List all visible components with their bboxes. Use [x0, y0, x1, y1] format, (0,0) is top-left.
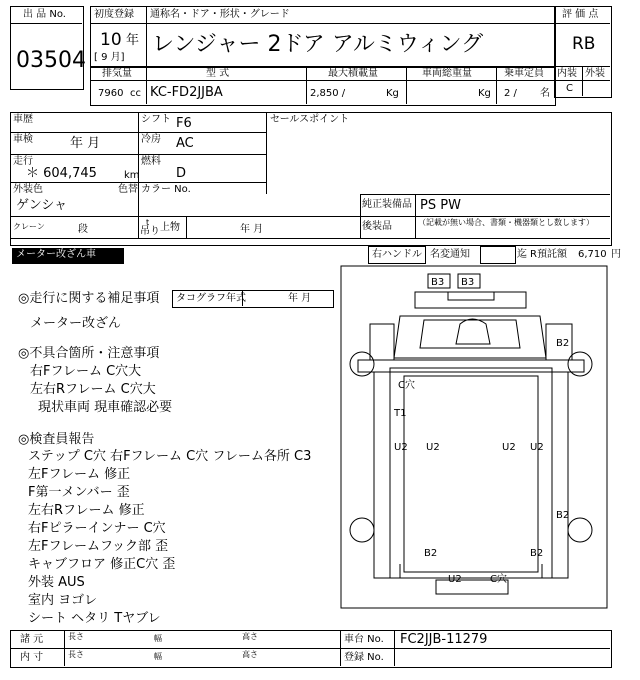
inspector-4: 左右Rフレーム 修正	[28, 503, 145, 518]
height-label-1: 高さ	[242, 632, 258, 641]
ac-label: 冷房	[141, 134, 161, 145]
interior-grade: C	[566, 83, 573, 94]
rating-label: 評 価 点	[562, 9, 599, 20]
model-label: 型 式	[206, 68, 230, 79]
inspector-8: 外装 AUS	[28, 575, 85, 590]
name-label: 通称名・ドア・形状・グレード	[150, 9, 290, 20]
label-u2-right-inner: U2	[502, 442, 516, 453]
load-value: 2,850 /	[310, 88, 346, 99]
ac-value: AC	[176, 136, 194, 151]
capacity-label: 乗車定員	[504, 68, 544, 79]
tamper-banner: メーター改ざん車	[12, 248, 124, 264]
recycle-label: R預託額	[530, 249, 567, 260]
lot-label: 出 品 No.	[23, 9, 66, 20]
defects-title: ◎不具合箇所・注意事項	[18, 346, 160, 361]
recycle-value: 6,710	[578, 249, 607, 260]
inspector-3: F第一メンバー 歪	[28, 485, 130, 500]
yen-unit: 円	[611, 249, 621, 260]
interior-label: 内装	[557, 68, 577, 79]
inspector-1: ステップ C穴 右Fフレーム C穴 フレーム各所 C3	[28, 449, 312, 464]
gvw-label: 車両総重量	[422, 68, 472, 79]
fuel-label: 燃料	[141, 156, 161, 167]
lot-number: 03504	[16, 48, 86, 73]
inspector-7: キャブフロア 修正C穴 歪	[28, 557, 176, 572]
capacity-value: 2 /	[504, 88, 517, 99]
label-u2-left-inner: U2	[426, 442, 440, 453]
aftermarket-label: 後装品	[362, 221, 392, 232]
label-c-hole-bumper: C穴	[490, 574, 507, 585]
load-label: 最大積載量	[328, 68, 378, 79]
inspection-label: 車検	[13, 134, 33, 145]
displacement-label: 排気量	[102, 68, 132, 79]
label-u2-bumper: U2	[448, 574, 462, 585]
year-unit: 年	[126, 33, 140, 48]
rating-value: RB	[572, 34, 596, 54]
wheel-rear-left	[350, 518, 374, 542]
exterior-label: 外装	[585, 68, 605, 79]
label-b2-rear-left: B2	[424, 548, 438, 559]
first-reg-month: [ 9 月]	[94, 52, 125, 63]
label-b3-1: B3	[431, 277, 445, 288]
tacho-value: 年 月	[288, 293, 312, 304]
color-label: 外装色	[13, 184, 43, 195]
label-b2-rear-right: B2	[556, 510, 570, 521]
auction-sheet	[10, 6, 621, 666]
gvw-kg-unit: Kg	[478, 88, 491, 99]
dim-label: 内 寸	[20, 652, 44, 663]
height-label-2: 高さ	[242, 650, 258, 659]
defect-3: 現状車両 現車確認必要	[38, 400, 173, 415]
name-change-box	[480, 246, 516, 264]
inspector-6: 左Fフレームフック部 歪	[28, 539, 169, 554]
wheel-rear-right	[568, 518, 592, 542]
driving-title: ◎走行に関する補足事項	[18, 291, 160, 306]
crane-dan: 段	[78, 224, 88, 235]
width-label-2: 幅	[154, 652, 162, 661]
width-label-1: 幅	[154, 634, 162, 643]
right-hand-label: 右ハンドル	[372, 249, 422, 260]
equipment-value: PS PW	[420, 198, 461, 213]
reg-label: 登録 No.	[344, 652, 384, 663]
first-reg-label: 初度登録	[94, 9, 134, 20]
crane-t: t	[146, 218, 150, 227]
spec-label: 諸 元	[20, 634, 44, 645]
body-label: 上物	[160, 222, 180, 233]
diagram-frame	[341, 266, 607, 608]
fuel-value: D	[176, 166, 187, 181]
crane-label: クレーン	[13, 222, 45, 231]
chassis-value: FC2JJB-11279	[400, 632, 488, 647]
shift-label: シフト	[141, 114, 171, 125]
first-reg-year: 10	[100, 30, 122, 50]
defect-2: 左右Rフレーム C穴大	[30, 382, 156, 397]
label-b2-rear-center: B2	[530, 548, 544, 559]
label-b2-front: B2	[556, 338, 570, 349]
length-label-2: 長さ	[68, 650, 84, 659]
load-kg-unit: Kg	[386, 88, 399, 99]
mileage-label: 走行	[13, 156, 33, 167]
inspector-2: 左Fフレーム 修正	[28, 467, 131, 482]
name-change-label: 名変通知	[430, 249, 470, 260]
label-u2-right-outer: U2	[530, 442, 544, 453]
length-label-1: 長さ	[68, 632, 84, 641]
color-change-label: 色替	[118, 184, 138, 195]
color-value: ゲンシャ	[16, 198, 68, 213]
driving-note: メーター改ざん	[30, 316, 122, 331]
cc-unit: cc	[130, 88, 141, 99]
tacho-label: タコグラフ年式	[176, 293, 246, 304]
until-label: 迄	[517, 249, 527, 260]
mileage-value: ＊ 604,745	[26, 166, 97, 181]
inspector-5: 右Fピラーインナー C穴	[28, 521, 166, 536]
km-unit: km	[124, 170, 140, 181]
history-label: 車歴	[13, 114, 33, 125]
label-u2-left-outer: U2	[394, 442, 408, 453]
equipment-label: 純正装備品	[362, 199, 412, 210]
model-value: KC-FD2JJBA	[150, 85, 223, 100]
inspection-value: 年 月	[70, 136, 101, 151]
chassis-label: 車台 No.	[344, 634, 384, 645]
inspector-title: ◎検査員報告	[18, 432, 95, 447]
aftermarket-note: （記載が無い場合、書類・機器類とし数します）	[418, 218, 594, 227]
crane-tsuri: 吊り	[140, 226, 160, 237]
label-b3-2: B3	[461, 277, 475, 288]
defect-1: 右Fフレーム C穴大	[30, 364, 142, 379]
car-name: レンジャー 2ドア アルミウィング	[152, 32, 484, 57]
displacement-value: 7960	[98, 88, 124, 99]
cargo-body	[390, 368, 552, 578]
color-no-label: カラー No.	[141, 184, 191, 195]
shift-value: F6	[176, 116, 192, 131]
footer-grid	[10, 630, 612, 668]
label-t1: T1	[394, 408, 407, 419]
inspector-9: 室内 ヨゴレ	[28, 593, 98, 608]
persons-unit: 名	[540, 88, 550, 99]
sales-point-label: セールスポイント	[270, 114, 350, 125]
body-date: 年 月	[240, 224, 264, 235]
label-c-hole-front: C穴	[398, 380, 415, 391]
truck-diagram	[340, 264, 610, 610]
inspector-10: シート ヘタリ Tヤブレ	[28, 611, 161, 626]
